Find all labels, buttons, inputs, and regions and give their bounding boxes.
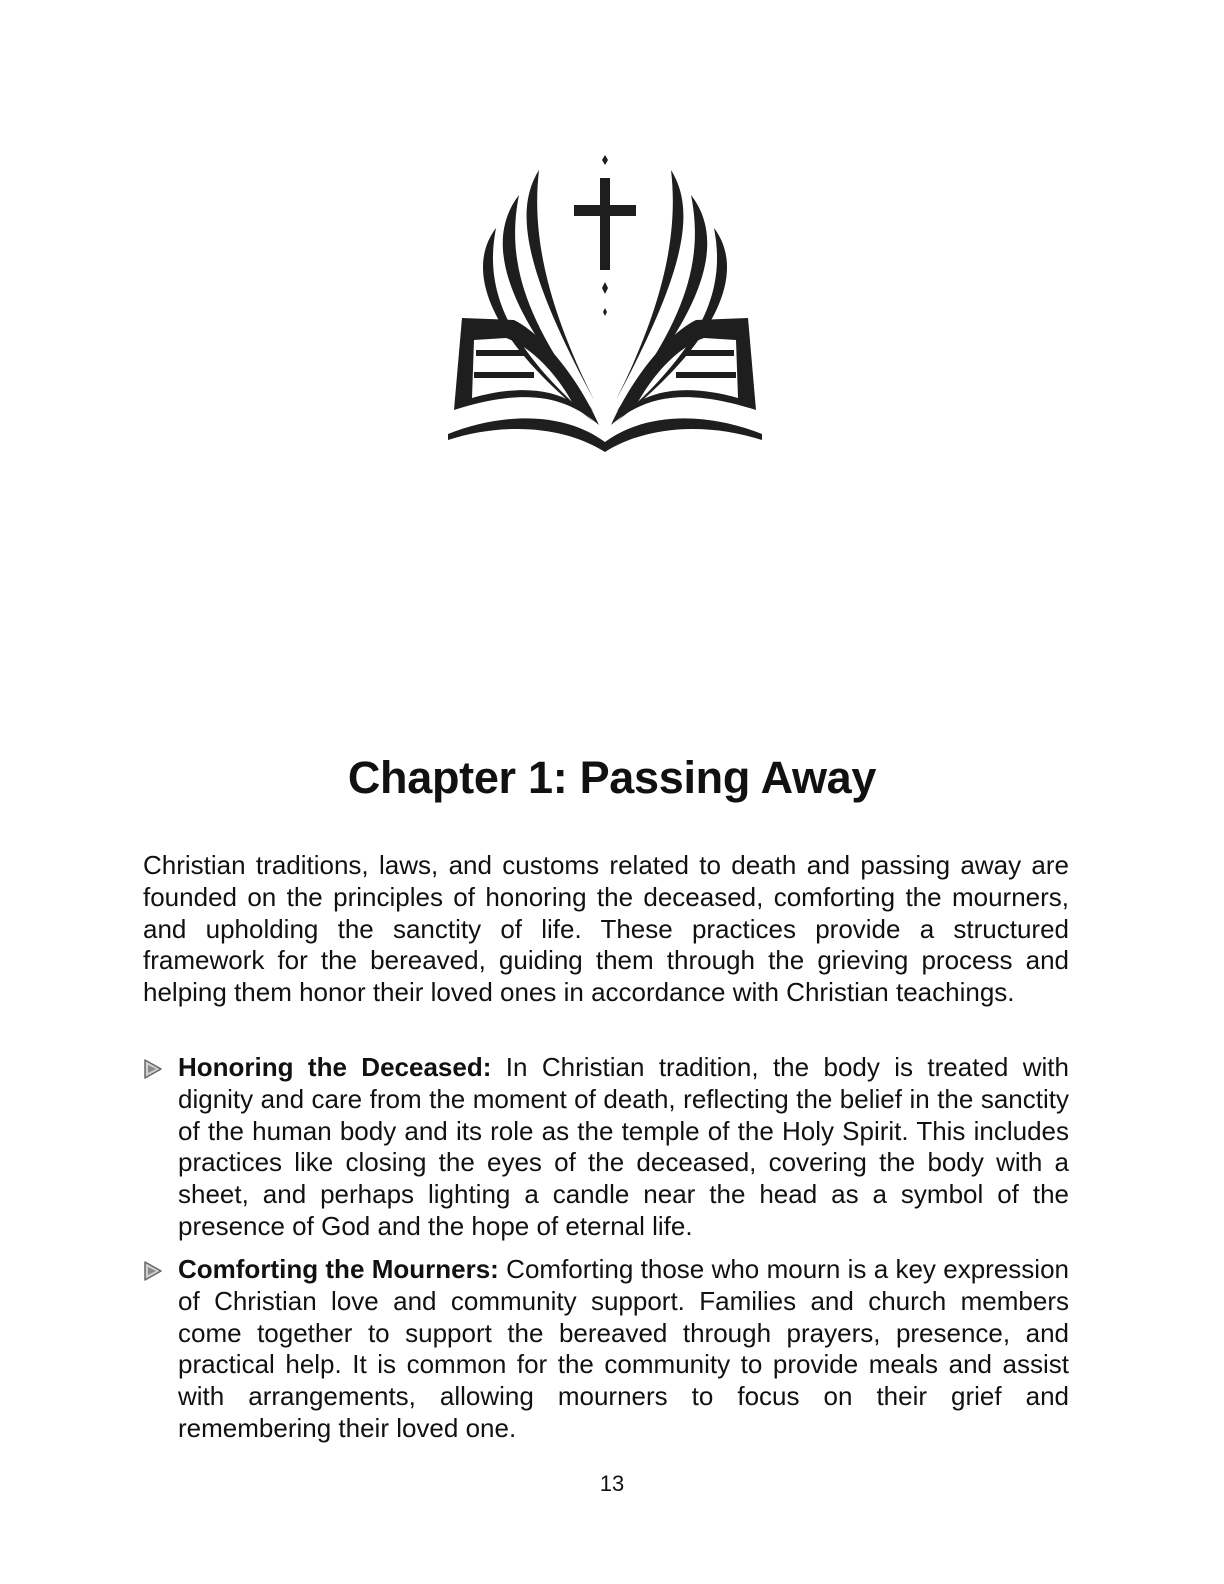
bullet-text	[178, 1052, 1069, 1243]
intro-paragraph: Christian traditions, laws, and customs related to death and passing away are founded on the principles of honoring the deceased, comforting the mourners, and upholding the sanctity of life. These practices provide a structured framework for the bereaved, guiding them through the grieving process and helping them honor their loved ones in accordance with Christian teachings.	[143, 850, 1069, 1008]
bullet-comforting-mourners	[143, 1254, 1069, 1445]
bullet-body: Comforting those who mourn is a key expression of Christian love and community support. Families and church members come together to support the bereaved through prayers, presence, and practical help. It is common for the community to provide meals and assist with arrangements, allowing mourners to focus on their grief and remembering their loved one.	[178, 1254, 1069, 1443]
bullet-text	[178, 1254, 1069, 1445]
bullet-heading: Comforting the Mourners:	[178, 1254, 499, 1284]
bullet-heading: Honoring the Deceased:	[178, 1052, 492, 1082]
triangle-bullet-icon	[143, 1059, 163, 1079]
bullet-honoring-deceased	[143, 1052, 1069, 1243]
chapter-title: Chapter 1: Passing Away	[347, 752, 877, 803]
bullet-body: In Christian tradition, the body is treated with dignity and care from the moment of death, reflecting the belief in the sanctity of the human body and its role as the temple of the Holy Spirit. This includes practices like closing the eyes of the deceased, covering the body with a sheet, and perhaps lighting a candle near the head as a symbol of the presence of God and the hope of eternal life.	[178, 1052, 1069, 1241]
triangle-bullet-icon	[143, 1261, 163, 1281]
page-number: 13	[599, 1471, 625, 1496]
open-bible-with-cross-icon	[444, 150, 766, 452]
